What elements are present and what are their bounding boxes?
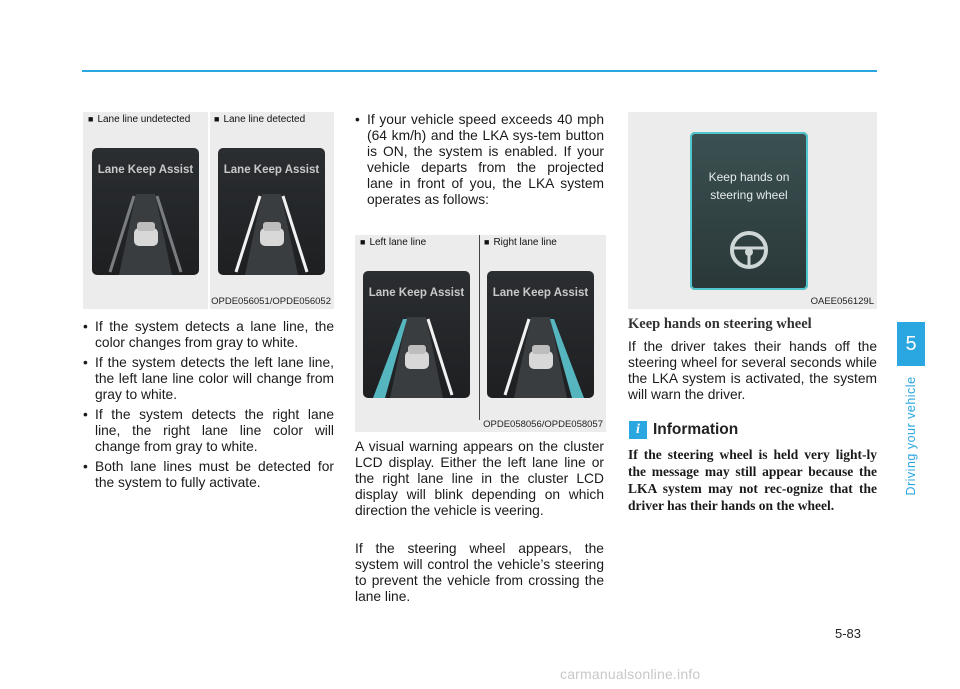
list-item: • If the system detects the right lane line, the right lane line color will change from gray to white. [83, 407, 334, 455]
chapter-title [897, 372, 925, 500]
chapter-number-tab: 5 [897, 322, 925, 366]
screen-right-lane [487, 271, 594, 398]
speed-condition-list [355, 112, 604, 212]
watermark: carmanualsonline.info [560, 666, 701, 682]
section-heading: Keep hands on steering wheel [628, 316, 812, 332]
lane-illustration [218, 148, 325, 275]
label-lane-undetected: ■ Lane line undetected [88, 114, 190, 125]
figure-divider [479, 235, 480, 420]
keep-hands-paragraph: If the driver takes their hands off the steering wheel for several seconds while the LKA system is activated, the system will warn the driver. [628, 339, 877, 402]
screen-title: Lane Keep Assist [97, 164, 194, 176]
keep-hands-screen [690, 132, 808, 290]
info-text: If the steering wheel is held very light-ly the message may still appear because the LKA system may not rec-ognize that the driver has their hands on the wheel. [628, 447, 877, 513]
keep-hands-figure [628, 112, 877, 309]
figure-code: OPDE056051/OPDE056052 [211, 296, 331, 307]
message-line-2: steering wheel [710, 188, 788, 202]
message-line-1: Keep hands on [708, 170, 790, 184]
chapter-title-text: Driving your vehicle [904, 376, 918, 496]
list-item: • Both lane lines must be detected for the system to fully activate. [83, 459, 334, 491]
screen-title: Lane Keep Assist [368, 287, 465, 299]
figure-code: OPDE058056/OPDE058057 [483, 419, 603, 430]
lane-detection-list [83, 319, 334, 495]
lane-detect-figure [83, 112, 334, 309]
lane-illustration [92, 148, 199, 275]
visual-warning-paragraph: A visual warning appears on the cluster LCD display. Either the left lane line or the right lane line in the cluster LCD display will blink depending on which direction the vehicle is veering. [355, 439, 604, 518]
lane-illustration [487, 271, 594, 398]
figure-code: OAEE056129L [810, 296, 874, 307]
screen-title: Lane Keep Assist [223, 164, 320, 176]
label-lane-detected: ■ Lane line detected [214, 114, 305, 125]
label-right-lane: ■ Right lane line [484, 237, 557, 248]
lane-illustration [363, 271, 470, 398]
header-rule [82, 70, 877, 72]
screen-undetected [92, 148, 199, 275]
list-item: • If the system detects a lane line, the color changes from gray to white. [83, 319, 334, 351]
steering-control-paragraph: If the steering wheel appears, the system will control the vehicle’s steering to prevent the vehicle from crossing the lane line. [355, 541, 604, 604]
screen-left-lane [363, 271, 470, 398]
screen-title: Lane Keep Assist [492, 287, 589, 299]
lane-warning-figure [355, 235, 606, 432]
info-icon: i [629, 421, 647, 439]
info-title: Information [653, 421, 739, 438]
list-item: • If your vehicle speed exceeds 40 mph (64 km/h) and the LKA sys-tem button is ON, the system is enabled. If your vehicle departs from the projected lane in front of you, the LKA system operates as follows: [355, 112, 604, 208]
steering-wheel-icon [690, 132, 808, 290]
label-left-lane: ■ Left lane line [360, 237, 426, 248]
list-item: • If the system detects the left lane line, the left lane line color will change from gray to white. [83, 355, 334, 403]
page-number: 5-83 [835, 626, 862, 641]
figure-divider [208, 112, 210, 309]
screen-detected [218, 148, 325, 275]
